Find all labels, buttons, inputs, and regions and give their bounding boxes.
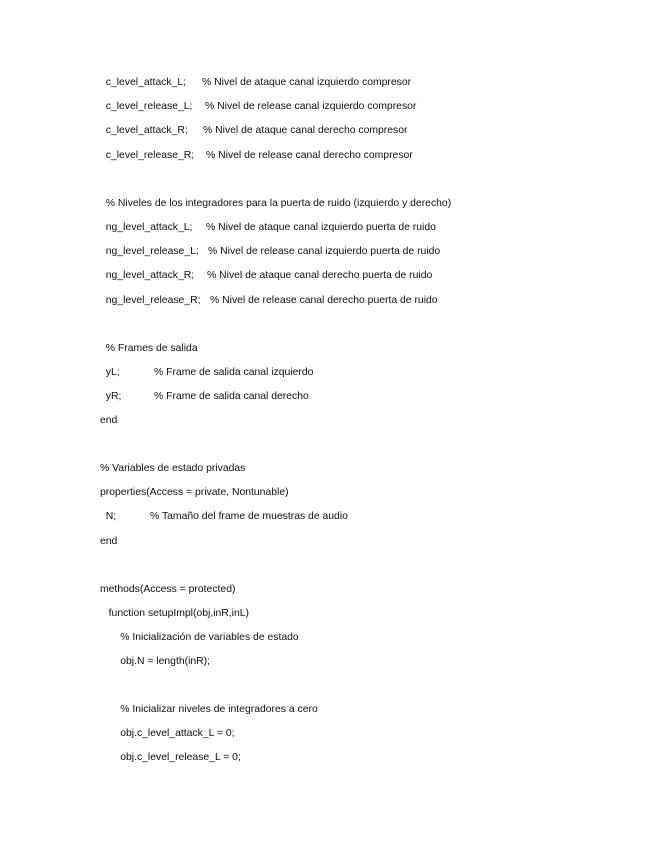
code-comment: % Nivel de ataque canal izquierdo puerta de ruido [206,222,436,233]
code-comment: % Nivel de release canal izquierdo puerta de ruido [208,246,441,257]
code-line: obj.N = length(inR); [100,656,211,667]
code-line: obj.c_level_release_L = 0; [100,752,241,763]
code-line: c_level_release_L; % Nivel de release canal izquierdo compresor [100,101,417,112]
code-line: obj.c_level_attack_L = 0; [100,728,235,739]
code-line: end [100,536,118,547]
code-line: % Frames de salida [100,343,198,354]
code-line: % Variables de estado privadas [100,463,246,474]
code-comment: % Frame de salida canal izquierdo [154,367,314,378]
code-line: ng_level_attack_R; % Nivel de ataque canal derecho puerta de ruido [100,270,433,281]
code-line: c_level_release_R; % Nivel de release canal derecho compresor [100,150,413,161]
code-comment: % Tamaño del frame de muestras de audio [150,511,348,522]
code-line: c_level_attack_R; % Nivel de ataque canal derecho compresor [100,125,408,136]
code-line: % Inicializar niveles de integradores a cero [100,704,318,715]
code-comment: % Nivel de release canal izquierdo compresor [205,101,417,112]
code-comment: % Nivel de release canal derecho puerta de ruido [210,295,438,306]
code-line: end [100,415,118,426]
code-line: ng_level_release_L; % Nivel de release canal izquierdo puerta de ruido [100,246,441,257]
code-line: methods(Access = protected) [100,584,236,595]
code-comment: % Nivel de ataque canal derecho compresor [203,125,408,136]
code-line: properties(Access = private, Nontunable) [100,487,289,498]
code-line: function setupImpl(obj,inR,inL) [100,608,250,619]
code-line: c_level_attack_L; % Nivel de ataque canal izquierdo compresor [100,77,412,88]
code-line: % Inicialización de variables de estado [100,632,299,643]
code-line: ng_level_attack_L; % Nivel de ataque canal izquierdo puerta de ruido [100,222,436,233]
code-line: N; % Tamaño del frame de muestras de audio [100,511,348,522]
code-line: ng_level_release_R; % Nivel de release canal derecho puerta de ruido [100,295,438,306]
code-line: yR; % Frame de salida canal derecho [100,391,309,402]
code-line: yL; % Frame de salida canal izquierdo [100,367,314,378]
code-comment: % Nivel de ataque canal izquierdo compresor [202,77,412,88]
code-line: % Niveles de los integradores para la puerta de ruido (izquierdo y derecho) [100,198,452,209]
code-comment: % Nivel de release canal derecho compresor [206,150,413,161]
code-comment: % Frame de salida canal derecho [154,391,309,402]
code-comment: % Nivel de ataque canal derecho puerta de ruido [207,270,433,281]
